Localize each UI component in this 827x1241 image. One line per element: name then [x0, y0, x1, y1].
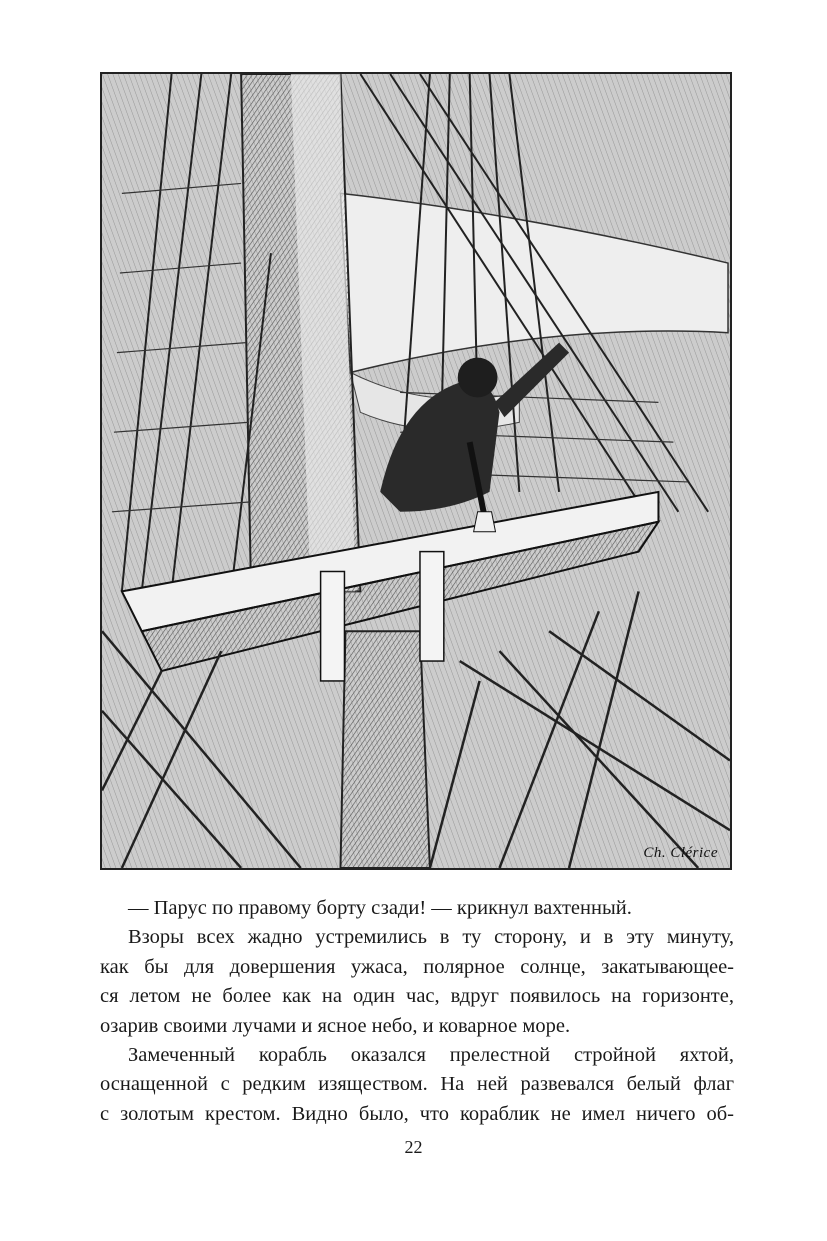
text-line: Замеченный корабль оказался прелестной стройной яхтой,: [128, 1044, 734, 1067]
text-line: как бы для довершения ужаса, полярное солнце, закатывающее-: [100, 955, 734, 978]
paragraph-1: [100, 894, 734, 923]
text-line: оснащенной с редким изяществом. На ней развевался белый флаг: [100, 1073, 734, 1096]
illustration: [100, 72, 732, 870]
text-line: ся летом не более как на один час, вдруг появилось на горизонте,: [100, 985, 734, 1008]
text-line: — Парус по правому борту сзади! — крикнул вахтенный.: [128, 897, 632, 919]
ship-mast-engraving-icon: [102, 74, 730, 868]
text-line: Взоры всех жадно устремились в ту сторону, и в эту минуту,: [128, 926, 734, 949]
page-number: 22: [404, 1137, 423, 1157]
body-text: [100, 894, 734, 1129]
text-line: с золотым крестом. Видно было, что кораблик не имел ничего об-: [100, 1102, 734, 1125]
illustration-signature: Ch. Clérice: [643, 845, 718, 861]
paragraph-2: [100, 923, 734, 1041]
text-line: озарив своими лучами и ясное небо, и коварное море.: [100, 1014, 571, 1037]
paragraph-3: [100, 1041, 734, 1129]
